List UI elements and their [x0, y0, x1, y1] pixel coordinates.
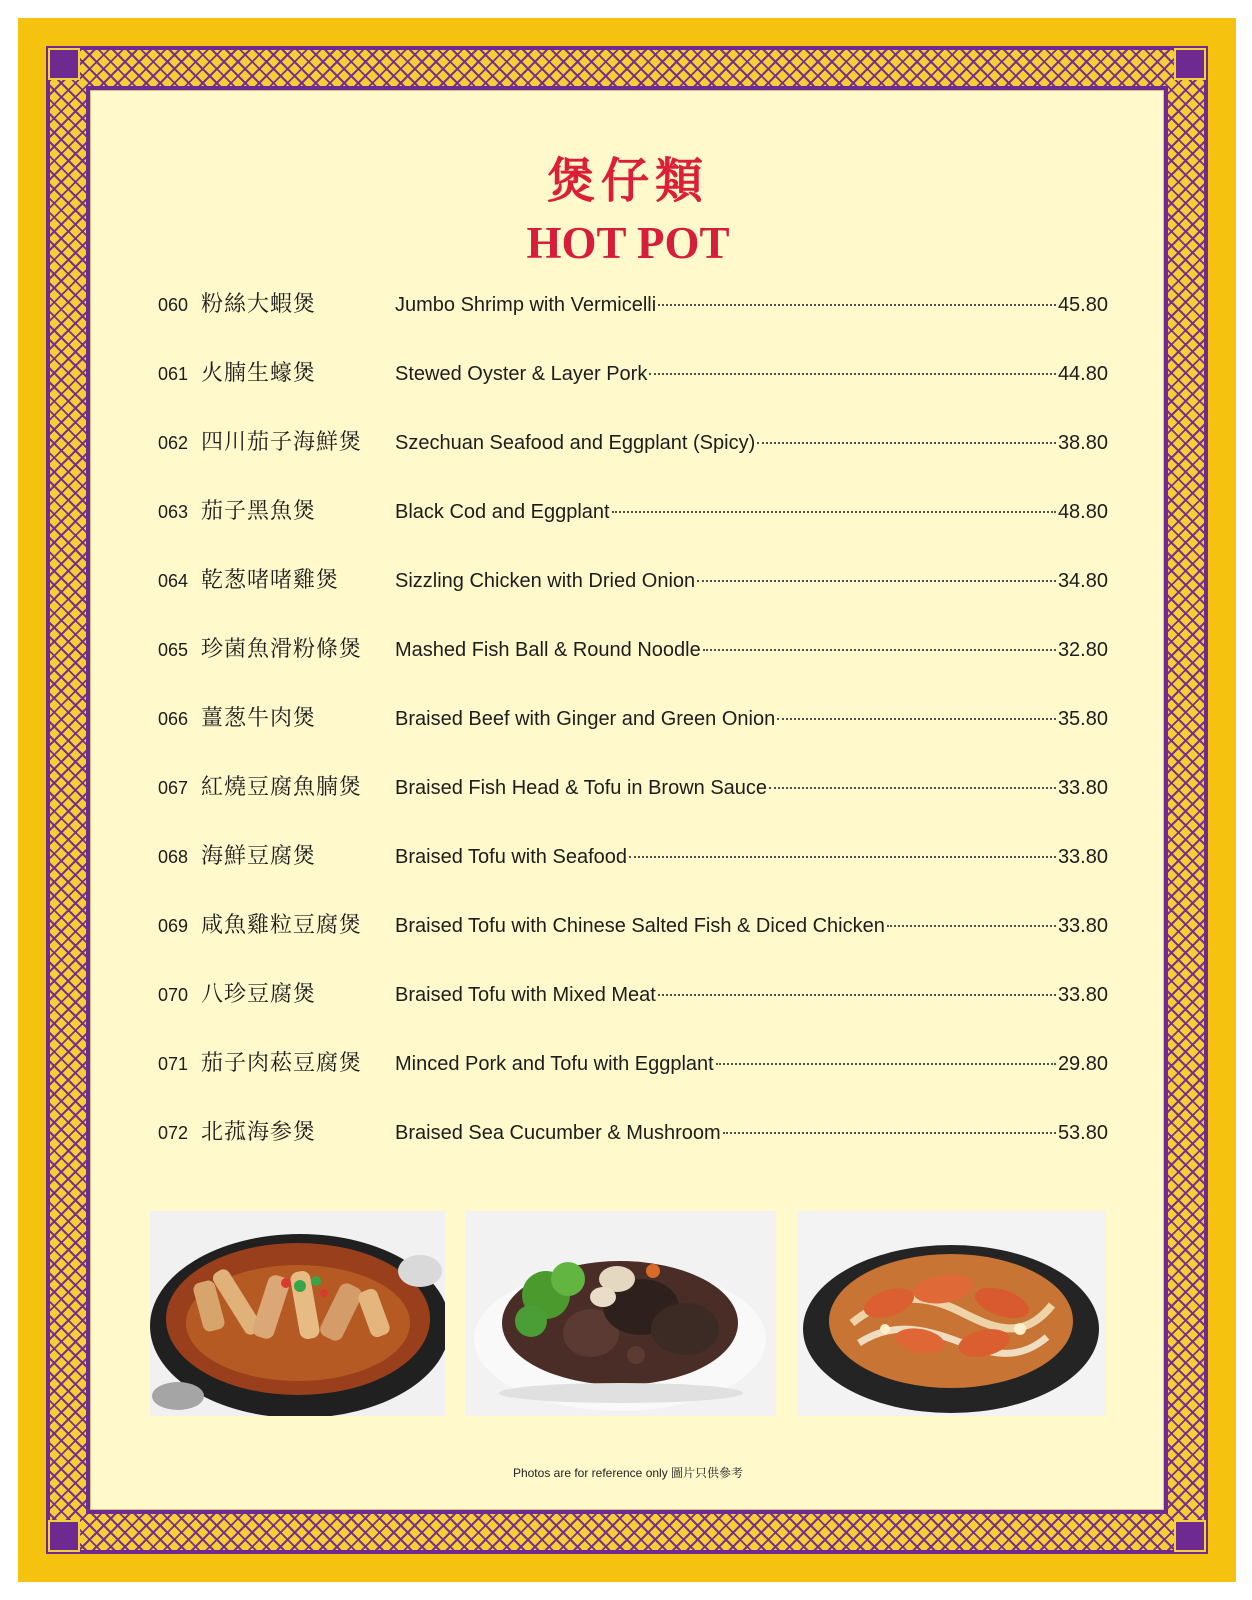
item-english-line: [395, 980, 1108, 1010]
item-chinese-name: 珍菌魚滑粉條煲: [201, 637, 363, 662]
item-english-name: Mashed Fish Ball & Round Noodle: [395, 639, 701, 661]
page-title-english: HOT POT: [526, 218, 730, 268]
item-price: 53.80: [1057, 1122, 1108, 1144]
item-english-name: Braised Tofu with Seafood: [395, 846, 628, 868]
item-code: 069: [158, 916, 189, 936]
dot-leader: [777, 718, 1056, 720]
menu-item: [158, 773, 1108, 803]
menu-panel: [90, 90, 1164, 1510]
menu-item: [158, 980, 1108, 1010]
item-chinese-name: 海鮮豆腐煲: [201, 844, 317, 869]
dot-leader: [649, 373, 1056, 375]
item-chinese-name: 四川茄子海鮮煲: [201, 430, 363, 455]
item-code: 067: [158, 778, 189, 798]
dot-leader: [887, 925, 1056, 927]
item-code: 065: [158, 640, 189, 660]
food-photo-illustration: [150, 1211, 445, 1416]
dot-leader: [658, 304, 1056, 306]
dot-leader: [723, 1132, 1056, 1134]
dot-leader: [769, 787, 1056, 789]
hot-pot-photo-left: [150, 1211, 445, 1416]
menu-item: [158, 497, 1108, 527]
item-english-line: [395, 290, 1108, 320]
item-english-line: [395, 842, 1108, 872]
item-price: 45.80: [1057, 294, 1108, 316]
item-english-name: Minced Pork and Tofu with Eggplant: [395, 1053, 714, 1075]
item-code: 066: [158, 709, 189, 729]
item-price: 33.80: [1057, 846, 1108, 868]
item-english-name: Black Cod and Eggplant: [395, 501, 610, 523]
item-price: 33.80: [1057, 984, 1108, 1006]
item-chinese-name: 火腩生蠔煲: [201, 361, 317, 386]
item-english-line: [395, 428, 1108, 458]
item-english-line: [395, 1049, 1108, 1079]
item-price: 34.80: [1057, 570, 1108, 592]
item-code: 061: [158, 364, 189, 384]
menu-item: [158, 428, 1108, 458]
item-price: 29.80: [1057, 1053, 1108, 1075]
item-english-name: Sizzling Chicken with Dried Onion: [395, 570, 696, 592]
menu-item: [158, 359, 1108, 389]
item-english-name: Braised Tofu with Chinese Salted Fish & Diced Chicken: [395, 915, 885, 937]
item-price: 33.80: [1057, 915, 1108, 937]
corner-ornament-top-left: [48, 48, 80, 80]
page-title-chinese: 煲仔類: [546, 153, 709, 209]
hot-pot-photo-right: [797, 1211, 1106, 1416]
item-english-name: Szechuan Seafood and Eggplant (Spicy): [395, 432, 756, 454]
item-chinese-name: 八珍豆腐煲: [201, 982, 317, 1007]
item-price: 48.80: [1057, 501, 1108, 523]
item-chinese-name: 乾葱啫啫雞煲: [201, 568, 340, 593]
dot-leader: [757, 442, 1056, 444]
item-chinese-name: 茄子肉菘豆腐煲: [201, 1051, 363, 1076]
item-code: 068: [158, 847, 189, 867]
item-english-name: Stewed Oyster & Layer Pork: [395, 363, 648, 385]
item-chinese-name: 茄子黑魚煲: [201, 499, 317, 524]
item-english-name: Braised Tofu with Mixed Meat: [395, 984, 656, 1006]
menu-item: [158, 1049, 1108, 1079]
item-english-name: Braised Sea Cucumber & Mushroom: [395, 1122, 721, 1144]
dot-leader: [697, 580, 1056, 582]
item-chinese-name: 粉絲大蝦煲: [201, 292, 317, 317]
photo-reference-note: Photos are for reference only 圖片只供參考: [512, 1466, 744, 1480]
dot-leader: [716, 1063, 1056, 1065]
item-price: 38.80: [1057, 432, 1108, 454]
item-code: 060: [158, 295, 189, 315]
item-price: 33.80: [1057, 777, 1108, 799]
item-code: 070: [158, 985, 189, 1005]
hot-pot-photo-center: [465, 1211, 776, 1416]
item-english-line: [395, 566, 1108, 596]
item-chinese-name: 咸魚雞粒豆腐煲: [201, 913, 363, 938]
dot-leader: [629, 856, 1056, 858]
item-code: 063: [158, 502, 189, 522]
item-english-line: [395, 1118, 1108, 1148]
item-english-name: Braised Beef with Ginger and Green Onion: [395, 708, 776, 730]
item-english-line: [395, 359, 1108, 389]
item-code: 071: [158, 1054, 189, 1074]
item-english-line: [395, 911, 1108, 941]
menu-item: [158, 635, 1108, 665]
dot-leader: [658, 994, 1056, 996]
item-code: 072: [158, 1123, 189, 1143]
item-price: 35.80: [1057, 708, 1108, 730]
item-english-line: [395, 704, 1108, 734]
item-english-name: Jumbo Shrimp with Vermicelli: [395, 294, 657, 316]
item-chinese-name: 北菰海参煲: [201, 1120, 317, 1145]
corner-ornament-top-right: [1174, 48, 1206, 80]
food-photo-illustration: [465, 1211, 776, 1416]
item-english-line: [395, 635, 1108, 665]
menu-item: [158, 911, 1108, 941]
menu-page-frame: [18, 18, 1236, 1582]
menu-item: [158, 566, 1108, 596]
dot-leader: [612, 511, 1056, 513]
item-chinese-name: 薑葱牛肉煲: [201, 706, 317, 731]
menu-item: [158, 290, 1108, 320]
item-code: 064: [158, 571, 189, 591]
item-english-line: [395, 497, 1108, 527]
menu-item: [158, 842, 1108, 872]
item-price: 44.80: [1057, 363, 1108, 385]
item-english-name: Braised Fish Head & Tofu in Brown Sauce: [395, 777, 768, 799]
item-english-line: [395, 773, 1108, 803]
item-code: 062: [158, 433, 189, 453]
item-price: 32.80: [1057, 639, 1108, 661]
corner-ornament-bottom-left: [48, 1520, 80, 1552]
food-photo-illustration: [797, 1211, 1106, 1416]
menu-item: [158, 1118, 1108, 1148]
dot-leader: [703, 649, 1056, 651]
item-chinese-name: 紅燒豆腐魚腩煲: [201, 775, 363, 800]
corner-ornament-bottom-right: [1174, 1520, 1206, 1552]
menu-item: [158, 704, 1108, 734]
